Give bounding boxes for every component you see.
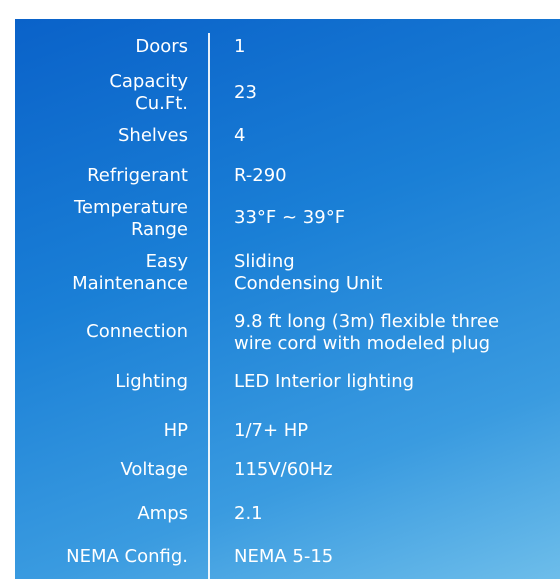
spec-label: Refrigerant xyxy=(87,165,188,186)
spec-table xyxy=(15,19,560,579)
spec-label: Easy Maintenance xyxy=(72,251,188,294)
spec-value: LED Interior lighting xyxy=(234,371,415,392)
spec-label: Temperature Range xyxy=(73,197,188,240)
spec-value: 115V/60Hz xyxy=(234,459,333,480)
spec-label: Voltage xyxy=(120,459,188,480)
spec-value: 23 xyxy=(234,82,257,103)
spec-value: 2.1 xyxy=(234,503,263,524)
spec-value: NEMA 5-15 xyxy=(234,546,334,567)
spec-value: 9.8 ft long (3m) flexible three wire cord with modeled plug xyxy=(234,311,500,354)
spec-value: R-290 xyxy=(234,165,287,186)
spec-label: Capacity Cu.Ft. xyxy=(109,71,188,114)
spec-label: HP xyxy=(163,420,188,441)
column-divider xyxy=(208,33,210,579)
spec-value: 33°F ~ 39°F xyxy=(234,207,346,228)
spec-label: NEMA Config. xyxy=(66,546,188,567)
spec-value: 4 xyxy=(234,125,246,146)
spec-label: Amps xyxy=(137,503,188,524)
spec-label: Lighting xyxy=(115,371,188,392)
spec-label: Shelves xyxy=(117,125,188,146)
spec-value: Sliding Condensing Unit xyxy=(234,251,383,294)
spec-label: Connection xyxy=(86,321,188,342)
spec-label: Doors xyxy=(135,36,188,57)
spec-value: 1/7+ HP xyxy=(234,420,309,441)
spec-value: 1 xyxy=(234,36,246,57)
